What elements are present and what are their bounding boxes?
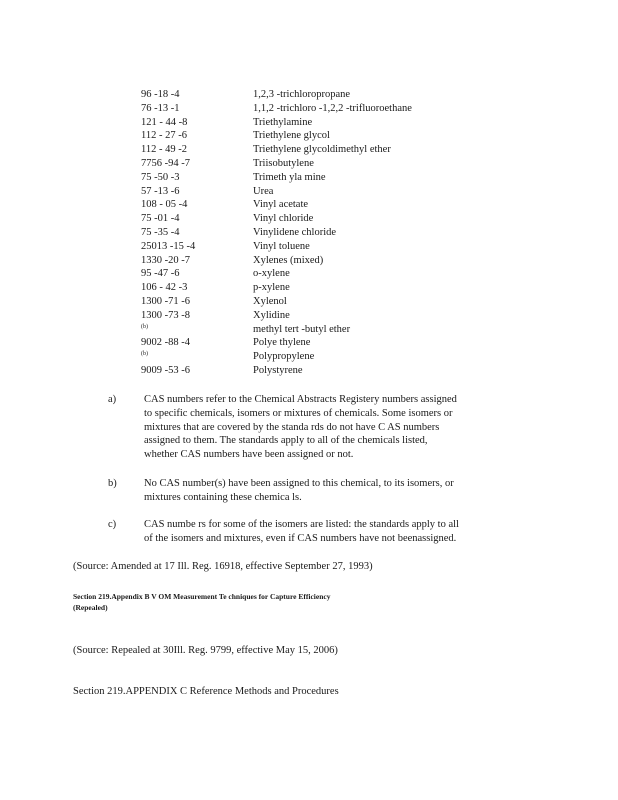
- section-appendix-b-heading: [73, 591, 493, 613]
- chemical-name: Triethylamine: [253, 116, 313, 128]
- chemical-name: 1,2,3 -trichloropropane: [253, 89, 351, 100]
- cas-number: 1330 -20 -7: [141, 254, 190, 266]
- chemical-name: Triethylene glycol: [253, 130, 330, 142]
- chemical-name: Urea: [253, 185, 274, 197]
- chemical-row: [141, 185, 471, 199]
- footnote-a-line: to specific chemicals, isomers or mixtures of chemicals. Some isomers or: [144, 407, 453, 419]
- section-appendix-b-title: Section 219.Appendix B V OM Measurement Te chniques for Capture Efficiency: [73, 592, 331, 601]
- chemical-name: o-xylene: [253, 268, 290, 280]
- chemical-name: Vinyl acetate: [253, 199, 309, 211]
- footnote-b-body: [144, 477, 506, 505]
- footnote-a-body: [144, 393, 506, 462]
- chemical-row: [141, 157, 471, 171]
- chemical-row: [141, 171, 471, 185]
- footnote-a-line: mixtures that are covered by the standa rds do not have C AS numbers: [144, 421, 440, 433]
- chemical-name: Trimeth yla mine: [253, 171, 326, 183]
- chemical-row: [141, 254, 471, 268]
- chemical-row: [141, 116, 471, 130]
- chemical-name: methyl tert -butyl ether: [253, 323, 351, 335]
- chemical-name: p-xylene: [253, 282, 290, 294]
- footnote-a-line: assigned to them. The standards apply to all of the chemicals listed,: [144, 435, 428, 447]
- chemical-row: [141, 336, 471, 350]
- chemical-row: [141, 350, 471, 364]
- chemical-name: Xylenol: [253, 295, 287, 307]
- cas-footnote-marker: (b): [141, 351, 148, 358]
- footnote-b-line: No CAS number(s) have been assigned to this chemical, to its isomers, or: [144, 478, 454, 489]
- footnote-c-line: CAS numbe rs for some of the isomers are listed: the standards apply to all: [144, 519, 459, 530]
- chemical-name: Vinylidene chloride: [253, 226, 337, 238]
- source-note-amended: (Source: Amended at 17 Ill. Reg. 16918, effective September 27, 1993): [73, 561, 373, 572]
- cas-number: 75 -35 -4: [141, 226, 180, 238]
- cas-number: 112 - 27 -6: [141, 130, 187, 142]
- chemical-name: Polye thylene: [253, 337, 311, 349]
- cas-number: 1300 -71 -6: [141, 295, 190, 307]
- cas-number: 112 - 49 -2: [141, 144, 187, 156]
- cas-number: 96 -18 -4: [141, 89, 180, 100]
- footnote-c-line: of the isomers and mixtures, even if CAS numbers have not beenassigned.: [144, 532, 457, 544]
- cas-number: 9009 -53 -6: [141, 364, 190, 376]
- cas-number: 121 - 44 -8: [141, 116, 188, 128]
- footnote-a-letter: a): [108, 394, 117, 405]
- cas-number: 1300 -73 -8: [141, 309, 190, 321]
- chemical-name: Vinyl toluene: [253, 240, 310, 252]
- footnote-b-letter: b): [108, 478, 117, 489]
- chemical-row: [141, 281, 471, 295]
- cas-number: 25013 -15 -4: [141, 240, 196, 252]
- cas-footnote-marker: (b): [141, 323, 148, 330]
- footnote-a-line: whether CAS numbers have been assigned or not.: [144, 449, 354, 461]
- chemical-name: 1,1,2 -trichloro -1,2,2 -trifluoroethane: [253, 102, 412, 114]
- chemical-row: [141, 102, 471, 116]
- section-appendix-c-heading: Section 219.APPENDIX C Reference Methods and Procedures: [73, 686, 339, 697]
- chemical-row: [141, 88, 471, 102]
- footnote-a-line: CAS numbers refer to the Chemical Abstracts Registery numbers assigned: [144, 394, 457, 405]
- cas-number: 57 -13 -6: [141, 185, 180, 197]
- chemical-row: [141, 295, 471, 309]
- chemical-row: [141, 309, 471, 323]
- chemical-row: [141, 212, 471, 226]
- chemical-row: [141, 364, 471, 378]
- section-appendix-b-status: (Repealed): [73, 603, 108, 612]
- chemical-row: [141, 240, 471, 254]
- cas-number: 108 - 05 -4: [141, 199, 188, 211]
- cas-number: 76 -13 -1: [141, 102, 180, 114]
- cas-number: 75 -50 -3: [141, 171, 180, 183]
- chemical-name: Xylenes (mixed): [253, 254, 324, 266]
- cas-number: 106 - 42 -3: [141, 282, 188, 294]
- footnote-b-line: mixtures containing these chemica ls.: [144, 491, 302, 503]
- chemical-name: Polystyrene: [253, 364, 303, 376]
- chemical-row: [141, 323, 471, 337]
- chemical-row: [141, 226, 471, 240]
- chemical-list: [141, 88, 471, 378]
- chemical-row: [141, 129, 471, 143]
- cas-number: 9002 -88 -4: [141, 337, 190, 349]
- chemical-name: Vinyl chloride: [253, 213, 314, 225]
- source-note-repealed: (Source: Repealed at 30Ill. Reg. 9799, effective May 15, 2006): [73, 645, 338, 656]
- chemical-name: Triethylene glycoldimethyl ether: [253, 144, 391, 156]
- cas-number: 7756 -94 -7: [141, 157, 190, 169]
- cas-number: 95 -47 -6: [141, 268, 180, 280]
- footnote-c-body: [144, 518, 506, 546]
- chemical-name: Xylidine: [253, 309, 290, 321]
- cas-number: 75 -01 -4: [141, 213, 180, 225]
- footnote-c-letter: c): [108, 519, 117, 530]
- chemical-row: [141, 198, 471, 212]
- chemical-row: [141, 143, 471, 157]
- chemical-name: Triisobutylene: [253, 157, 314, 169]
- chemical-name: Polypropylene: [253, 351, 315, 363]
- chemical-row: [141, 267, 471, 281]
